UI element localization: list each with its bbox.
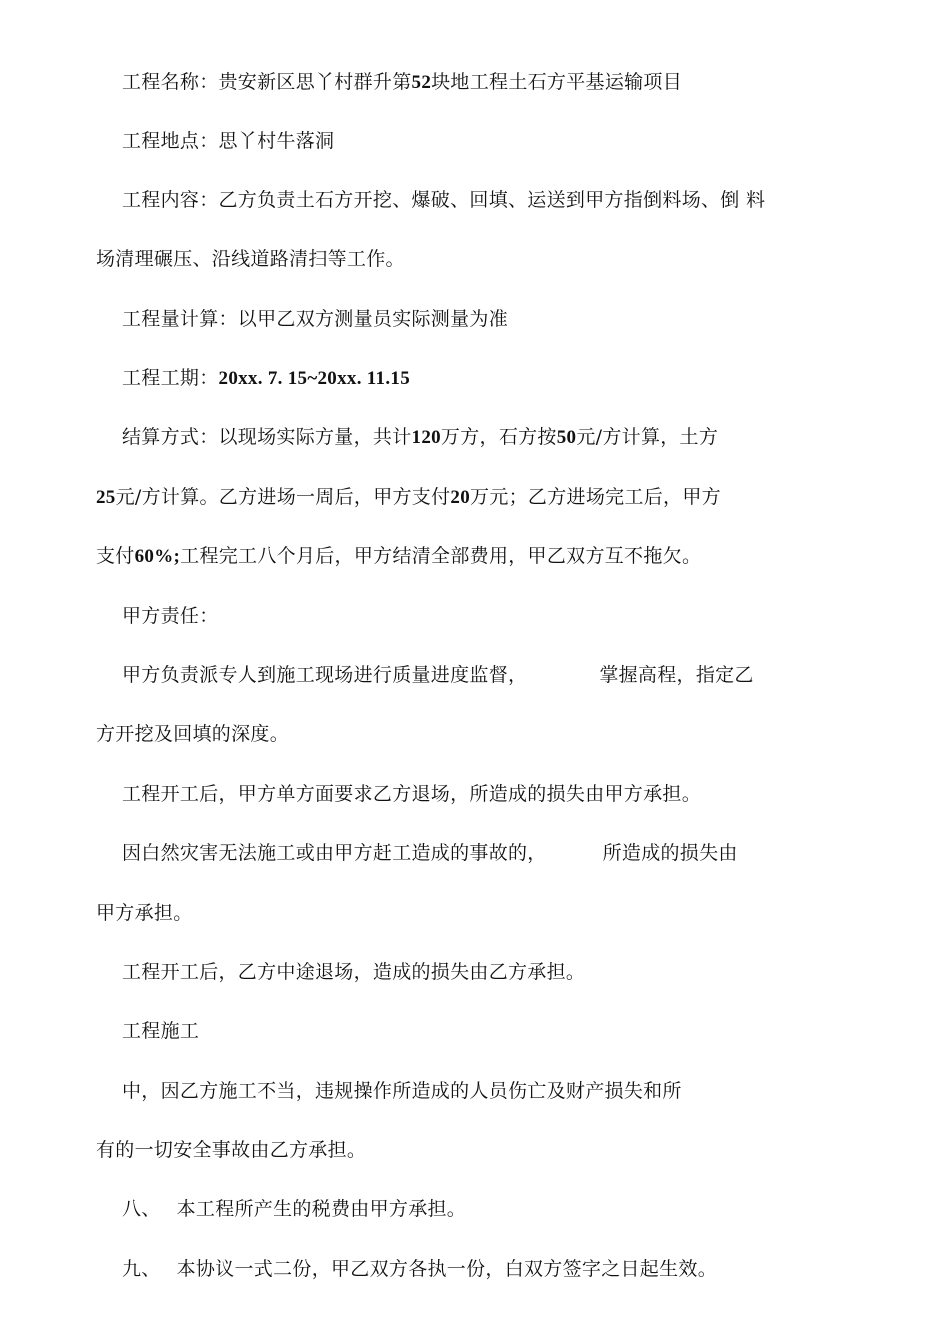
supervision-continuation xyxy=(96,721,289,747)
project-content-cont-text: 场清理碾压、沿线道路清扫等工作。 xyxy=(96,248,405,270)
settlement-line-1 xyxy=(122,424,718,451)
force-majeure-cont-text: 甲方承担。 xyxy=(96,902,193,924)
clause-withdrawal-b-text: 工程开工后，乙方中途退场，造成的损失由乙方承担。 xyxy=(122,961,586,983)
supervision-text-2: 掌握高程，指定乙 xyxy=(599,664,754,686)
supervision-cont-text: 方开挖及回填的深度。 xyxy=(96,723,290,745)
clause-eight xyxy=(122,1196,466,1222)
clause-eight-text: 本工程所产生的税费由甲方承担。 xyxy=(176,1198,467,1220)
party-a-responsibility-text: 甲方责任： xyxy=(122,605,219,627)
settlement-line-3 xyxy=(96,543,701,570)
quantity-calculation-line xyxy=(122,306,508,332)
supervision-line xyxy=(122,662,754,688)
project-content-line xyxy=(122,187,765,213)
safety-text-1: 中，因乙方施工不当，违规操作所造成的人员伤亡及财产损失和所 xyxy=(122,1080,682,1102)
settlement-text-2: 25元/方计算。乙方进场一周后，甲方支付20万元；乙方进场完工后，甲方 xyxy=(96,486,721,508)
clause-nine-text: 本协议一式二份，甲乙双方各执一份，白双方签字之日起生效。 xyxy=(176,1258,718,1280)
project-name-line xyxy=(122,69,682,96)
quantity-calculation-text: 工程量计算：以甲乙双方测量员实际测量为准 xyxy=(122,308,509,330)
project-name-text: 工程名称：贵安新区思丫村群升第52块地工程土石方平基运输项目 xyxy=(122,71,683,93)
project-content-continuation xyxy=(96,246,405,272)
force-majeure-text-1: 因白然灾害无法施工或由甲方赶工造成的事故的， xyxy=(122,842,547,864)
project-location-text: 工程地点：思丫村牛落洞 xyxy=(122,130,335,152)
construction-heading-text: 工程施工 xyxy=(122,1020,200,1042)
safety-line-2 xyxy=(96,1137,366,1163)
project-location-line xyxy=(122,128,334,154)
project-period-line xyxy=(122,365,410,392)
safety-line-1 xyxy=(122,1078,682,1104)
clause-force-majeure xyxy=(122,840,738,866)
construction-heading xyxy=(122,1018,199,1044)
clause-withdrawal-a xyxy=(122,781,701,807)
safety-text-2: 有的一切安全事故由乙方承担。 xyxy=(96,1139,367,1161)
party-a-responsibility-heading xyxy=(122,603,219,629)
force-majeure-text-2: 所造成的损失由 xyxy=(602,842,738,864)
supervision-text-1: 甲方负责派专人到施工现场进行质量进度监督， xyxy=(122,664,528,686)
settlement-text-3: 支付60%;工程完工八个月后，甲方结清全部费用，甲乙双方互不拖欠。 xyxy=(96,545,702,567)
project-period-label: 工程工期： xyxy=(122,367,219,389)
clause-eight-number: 八、 xyxy=(122,1198,161,1220)
settlement-line-2 xyxy=(96,484,721,511)
project-period-value: 20xx. 7. 15~20xx. 11.15 xyxy=(218,368,410,389)
clause-nine xyxy=(122,1256,717,1282)
clause-nine-number: 九、 xyxy=(122,1258,161,1280)
clause-withdrawal-a-text: 工程开工后，甲方单方面要求乙方退场，所造成的损失由甲方承担。 xyxy=(122,783,702,805)
project-content-text: 工程内容：乙方负责土石方开挖、爆破、回填、运送到甲方指倒料场、倒 料 xyxy=(122,189,766,211)
settlement-text-1: 结算方式：以现场实际方量，共计120万方，石方按50元/方计算，土方 xyxy=(122,426,719,448)
clause-force-majeure-continuation xyxy=(96,900,193,926)
clause-withdrawal-b xyxy=(122,959,585,985)
